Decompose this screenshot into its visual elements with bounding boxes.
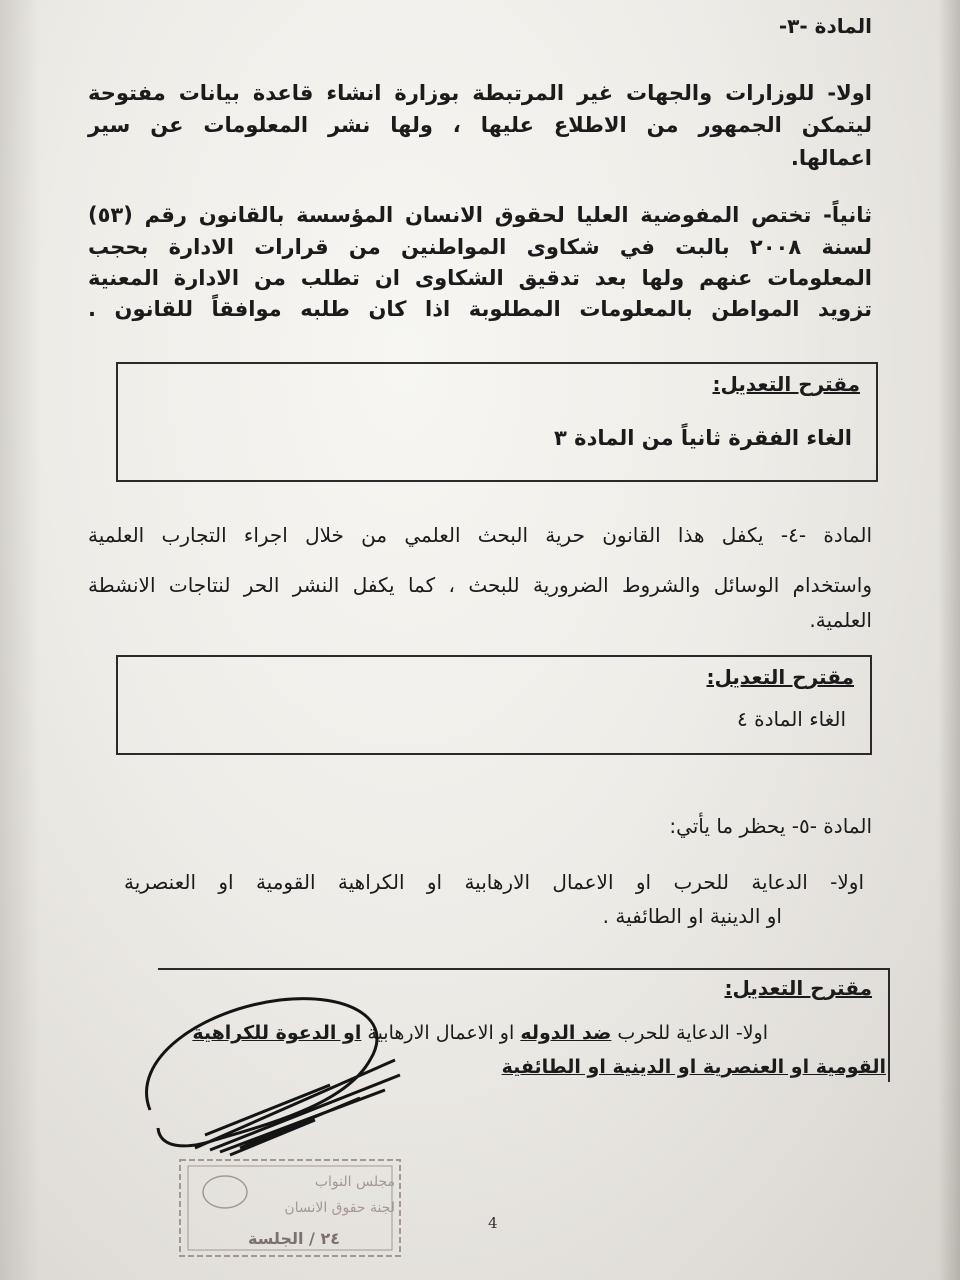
article-5-heading: المادة -٥- يحظر ما يأتي: [669,814,872,838]
stamp-icon [180,1160,400,1256]
stamp-text-line-3: ٢٤ / الجلسة [247,1229,340,1248]
amendment-box-article-5 [158,968,890,1082]
amendment-text-segment: او الاعمال الارهابية [367,1022,515,1044]
page-number: 4 [488,1214,498,1232]
amendment-text: الغاء المادة ٤ [737,707,846,731]
amendment-box-article-3 [116,362,878,482]
stamp-text-line-2: لجنة حقوق الانسان [284,1200,395,1216]
amendment-title: مقترح التعديل: [706,665,854,689]
page-shadow-right [938,0,960,1280]
article-3-second-line-1: ثانياً- تختص المفوضية العليا لحقوق الانسان المؤسسة بالقانون رقم (٥٣) [88,203,872,227]
amendment-text-segment: اولا- الدعاية للحرب [617,1022,768,1044]
amendment-inserted-text: ضد الدوله [520,1022,612,1044]
article-3-second-line-2: لسنة ٢٠٠٨ بالبت في شكاوى المواطنين من قرارات الادارة بحجب [88,235,873,259]
amendment-inserted-text: او الدعوة للكراهية [192,1022,362,1044]
article-3-second-line-3: المعلومات عنهم ولها بعد تدقيق الشكاوى ان تطلب من الادارة المعنية [88,266,872,290]
article-5-first-line-1: اولا- الدعاية للحرب او الاعمال الارهابية او الكراهية القومية او العنصرية [124,870,864,894]
amendment-title: مقترح التعديل: [712,372,860,396]
amendment-text-line-1 [192,1022,768,1044]
page-shadow-left [0,0,40,1280]
amendment-text-line-2: القومية او العنصرية او الدينية او الطائفية [501,1056,886,1078]
article-4-line-3: العلمية. [809,608,872,632]
article-4-line-1: المادة -٤- يكفل هذا القانون حرية البحث العلمي من خلال اجراء التجارب العلمية [88,523,873,547]
amendment-box-article-4 [116,655,872,755]
article-3-first-line-1: اولا- للوزارات والجهات غير المرتبطة بوزارة انشاء قاعدة بيانات مفتوحة [88,81,872,105]
stamp-text-line-1: مجلس النواب [314,1174,395,1190]
amendment-title: مقترح التعديل: [724,976,872,1000]
article-3-first-line-3: اعمالها. [790,146,872,170]
article-5-first-line-2: او الدينية او الطائفية . [602,904,782,928]
article-3-heading: المادة -٣- [778,14,872,38]
article-4-line-2: واستخدام الوسائل والشروط الضرورية للبحث ، كما يكفل النشر الحر لنتاجات الانشطة [88,573,872,597]
amendment-text: الغاء الفقرة ثانياً من المادة ٣ [554,426,852,450]
article-3-first-line-2: ليتمكن الجمهور من الاطلاع عليها ، ولها نشر المعلومات عن سير [88,113,872,137]
article-3-second-line-4: تزويد المواطن بالمعلومات المطلوبة اذا كان طلبه موافقاً للقانون . [88,297,872,321]
